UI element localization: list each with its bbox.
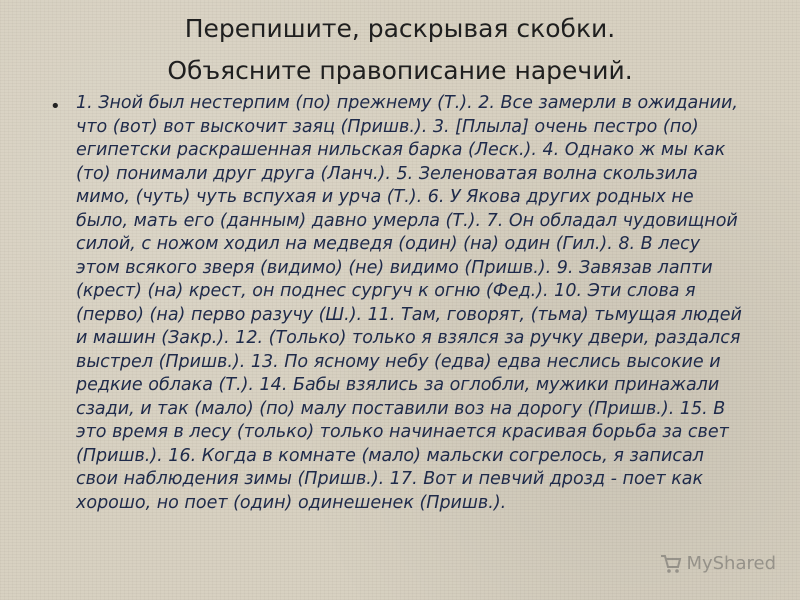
watermark-text: MyShared: [686, 553, 776, 574]
watermark: [660, 553, 776, 574]
bullet-marker: •: [50, 96, 61, 117]
exercise-text: 1. Зной был нестерпим (по) прежнему (Т.). 2. Все замерли в ожидании, что (вот) вот выскочит заяц (Пришв.). 3. [Плыла] очень пестро (по) египетски раскрашенная нильская барка (Леск.). 4. Однако ж мы как (то) понимали друг друга (Ланч.). 5. Зеленоватая волна скользила мимо, (чуть) чуть вспухая и урча (Т.). 6. У Якова других родных не было, мать его (данным) давно умерла (Т.). 7. Он обладал чудовищной силой, с ножом ходил на медведя (один) (на) один (Гил.). 8. В лесу этом всякого зверя (видимо) (не) видимо (Пришв.). 9. Завязав лапти (крест) (на) крест, он поднес сургуч к огню (Фед.). 10. Эти слова я (перво) (на) перво разучу (Ш.). 11. Там, говорят, (тьма) тьмущая людей и машин (Закр.). 12. (Только) только я взялся за ручку двери, раздался выстрел (Пришв.). 13. По ясному небу (едва) едва неслись высокие и редкие облака (Т.). 14. Бабы взялись за оглобли, мужики принажали сзади, и так (мало) (по) малу поставили воз на дорогу (Пришв.). 15. В это время в лесу (только) только начинается красивая борьба за свет (Пришв.). 16. Когда в комнате (мало) мальски согрелось, я записал свои наблюдения зимы (Пришв.). 17. Вот и певчий дрозд - поет как хорошо, но поет (один) одинешенек (Пришв.).: [76, 93, 742, 513]
bullet-list: [50, 92, 750, 562]
title-line-2: Объясните правописание наречий.: [167, 56, 633, 85]
title-line-1: Перепишите, раскрывая скобки.: [184, 14, 616, 43]
cart-icon: [660, 554, 682, 574]
slide-title: [0, 8, 800, 92]
